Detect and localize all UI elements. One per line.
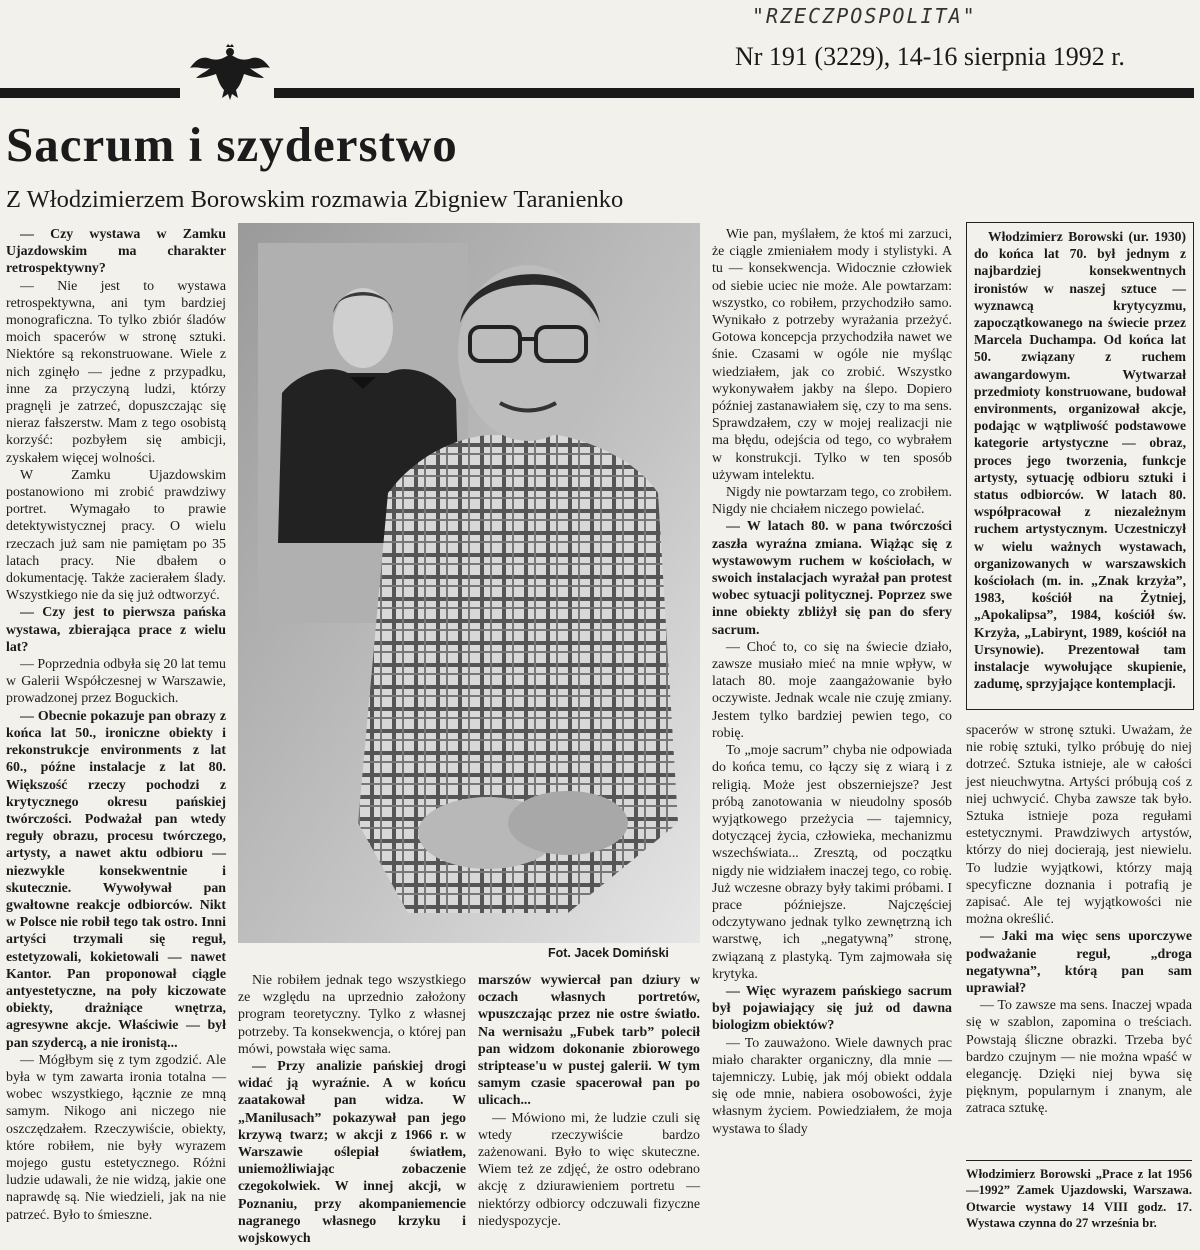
paragraph: — Przy analizie pańskiej drogi widać ją wyraźnie. A w końcu zaatakował pan widza. W „Manilusach” pokazywał pan jego krzywą twarz; w akcji z 1966 r. w Warszawie oślepiał światłem, uniemożliwiając zobaczenie czegokolwiek. W innej akcji, w Poznaniu, przy akompaniemencie nagranego własnego krzyku i wojskowych <box>238 1059 466 1247</box>
column-2 <box>238 972 466 1247</box>
paragraph: — To zauważono. Wiele dawnych prac miało charakter organiczny, dla mnie — tajemniczy. Lubię, jak mój obiekt oddala się ode mnie, nabiera osobowości, żyje własnym życiem. Powiedziałem, że moja wystawa to ślady <box>712 1035 952 1137</box>
paragraph: — Mógłbym się z tym zgodzić. Ale była w tym zawarta ironia totalna — wobec wszystkiego, łącznie ze mną samym. Nikogo ani niczego nie oszczędzałem. Rzeczywiście, obiekty, które robiłem, nie były wyrazem mojego gustu estetycznego. Różni ludzie udawali, że nie widzą, jakie one naprawdę są. Nie wiedzieli, jak na nie patrzeć. Było to śmieszne. <box>6 1052 226 1223</box>
paragraph: — W latach 80. w pana twórczości zaszła wyraźna zmiana. Wiążąc się z wystawowym ruchem w kościołach, w swoich instalacjach wyrażał pan protest wobec sytuacji politycznej. Poprzez swe inne obiekty zbliżył się pan do sfery sacrum. <box>712 519 952 638</box>
paragraph: — Jaki ma więc sens uporczywe podważanie reguł, „droga negatywna”, którą pan sam uprawiał? <box>966 929 1192 997</box>
paragraph: — Więc wyrazem pańskiego sacrum był pojawiający się już od dawna biologizm obiektów? <box>712 983 952 1034</box>
photo-credit: Fot. Jacek Domiński <box>548 946 669 960</box>
footnote-divider <box>966 1160 1192 1161</box>
paragraph: Nigdy nie powtarzam tego, co zrobiłem. Nigdy nie chciałem niczego powielać. <box>712 485 952 518</box>
paragraph: — Czy wystawa w Zamku Ujazdowskim ma charakter retrospektywny? <box>6 227 226 277</box>
header-rule-right <box>274 88 1194 98</box>
portrait-photo <box>238 223 700 943</box>
paragraph: — Nie jest to wystawa retrospektywna, ani tym bardziej monograficzna. To tylko zbiór śladów moich spacerów w stronę sztuki. Niektóre są rekonstruowane. Wiele z nich zginęło — jedne z przypadku, inne za przyczyną ludzi, którzy pragnęli je zatrzeć, dopuszczając się nieraz fałszerstw. Mam z tego osobistą korzyść: pozbyłem się ambicji, zyskałem więcej wolności. <box>6 278 226 466</box>
paragraph: — To zawsze ma sens. Inaczej wpada się w szablon, zapomina o treściach. Powstają śliczne obrazki. Trzeba być bardzo czujnym — nie można wpaść w elegancję. Dzięki niej bywa się pięknym, popularnym i znanym, ale zatraca sztukę. <box>966 998 1192 1117</box>
paragraph: marszów wywiercał pan dziury w oczach własnych portretów, wpuszczając przez nie ostre światło. Na wernisażu „Fubek tarb” polecił pan widzom dokonanie zbiorowego striptease'u w pustej galerii. W tym samym czasie spacerował pan po ulicach... <box>478 973 700 1109</box>
issue-line: Nr 191 (3229), 14-16 sierpnia 1992 r. <box>735 42 1125 71</box>
header-rule-left <box>0 88 180 98</box>
paragraph: spacerów w stronę sztuki. Uważam, że nie robię sztuki, tylko próbuję do niej dotrzeć. Sztuka istnieje, ale w całości jest nieuchwytna. Artyści próbują coś z niej uchwycić. Chyba zawsze tak było. Sztuka istnieje poza regułami estetycznymi. Prawdziwych artystów, którzy do niej docierają, jest niewielu. To ludzie wyjątkowi, którzy mają specyficzne doznania i potrafią je zapisać. Ale tej wyjątkowości nie można określić. <box>966 723 1192 928</box>
column-1 <box>6 226 226 1224</box>
eagle-emblem-icon <box>188 44 272 102</box>
column-3 <box>478 972 700 1230</box>
paragraph: Nie robiłem jednak tego wszystkiego ze względu na uprzednio założony program teoretyczny. Tylko z własnej potrzeby. Ta konsekwencja, o której pan mówi, powstała więc sama. <box>238 973 466 1057</box>
paragraph: — Obecnie pokazuje pan obrazy z końca lat 50., ironiczne obiekty i rekonstrukcje environments z lat 60., późne instalacje z lat 80. Większość rzeczy pochodzi z krytycznego okresu pańskiej twórczości. Podważał pan wtedy reguły obrazu, procesu twórczego, artysty, a nawet aktu odbioru — niezwykle konsekwentnie i skutecznie. Wywoływał pan gwałtowne reakcje odbiorców. Nikt w Polsce nie robił tego tak ostro. Inni artyści trzymali się reguł, estetyzowali, kokietowali — nawet Kantor. Pan proponował ciągle antyestetyczne, na poły kiczowate obiekty, drażniące wnętrza, agresywne akcje. Właściwie — był pan szydercą, a nie ironistą... <box>6 708 226 1051</box>
paragraph: Wie pan, myślałem, że ktoś mi zarzuci, że ciągle zmieniałem mody i stylistyki. A tu — konsekwencja. Widocznie człowiek od siebie uciec nie może. Ale powtarzam: wszystko, co robiłem, przychodziło samo. Wynikało z potrzeby wyrażania przeżyć. Gotowa koncepcja przychodziła nawet we śnie. Czasami w ogóle nie myśląc wiedziałem, jak co zrobić. Wszystko wykonywałem jakby na ślepo. Dopiero później zastanawiałem się, czy to ma sens. Sprawdzałem, czy w mojej realizacji nie ma błędu, odejścia od tego, co wybrałem w konstrukcji. Tylko w ten sposób używam intelektu. <box>712 227 952 483</box>
paragraph: W Zamku Ujazdowskim postanowiono mi zrobić prawdziwy portret. Wymagało to prawie detektywistycznej pracy. O wielu rzeczach już sam nie pamiętam po 35 latach pracy. Nie dbałem o dokumentację. Także zacierałem ślady. Wszystkiego nie da się już odtworzyć. <box>6 467 226 604</box>
article-title: Sacrum i szyderstwo <box>6 117 458 172</box>
paragraph: — Czy jest to pierwsza pańska wystawa, zbierająca prace z wielu lat? <box>6 605 226 655</box>
bio-text: Włodzimierz Borowski (ur. 1930) do końca lat 70. był jednym z najbardziej konsekwentnych ironistów w naszej sztuce — wyznawcą krytycyzmu, zapoczątkowanego na świecie przez Marcela Duchampa. Od końca lat 50. związany z ruchem awangardowym. Wytwarzał przedmioty konstruowane, budował environments, organizował akcje, podając w wątpliwość podstawowe kategorie artystyczne — obraz, proces jego tworzenia, funkcje artysty, sytuację odbioru sztuki i status odbiorców. W latach 80. współpracował z niezależnym ruchem artystycznym. Uczestniczył w wielu ważnych wystawach, organizowanych w warszawskich kościołach (m. in. „Znak krzyża”, 1983, kościół na Żytniej, „Apokalipsa”, 1984, kościół św. Krzyża, „Labirynt, 1989, kościół na Ursynowie). Prezentował tam instalacje wywołujące skupienie, zadumę, sprzyjające kontemplacji. <box>974 229 1186 692</box>
paragraph: — Poprzednia odbyła się 20 lat temu w Galerii Współczesnej w Warszawie, prowadzonej przez Boguckich. <box>6 657 226 707</box>
exhibition-footnote: Włodzimierz Borowski „Prace z lat 1956—1992” Zamek Ujazdowski, Warszawa. Otwarcie wystawy 14 VIII godz. 17. Wystawa czynna do 27 września br. <box>966 1167 1192 1231</box>
paragraph: — Mówiono mi, że ludzie czuli się wtedy rzeczywiście bardzo zażenowani. Było to więc skuteczne. Wiem też ze zdjęć, że ostro odebrano akcję z dziurawieniem portretu — niektórzy odbiorcy odczuwali fizyczne niedyspozycje. <box>478 1110 700 1229</box>
paragraph: To „moje sacrum” chyba nie odpowiada do końca temu, co łączy się z wiarą i z religią. Może jest obszerniejsze? Jest próbą zanotowania w nieudolny sposób wyjątkowego przeżycia — tajemnicy, dotyczącej życia, człowieka, mechanizmu wszechświata... Zresztą, od początku nigdy nie widziałem inaczej tego, co robię. Już wczesne obrazy były takimi próbami. I prace późniejsze. Najczęściej odczytywano jednak tylko zewnętrzną ich warstwę, ich „negatywną” stronę, związaną z plastyką. Tym zajmowała się krytyka. <box>712 743 952 982</box>
column-4 <box>712 226 952 1138</box>
author-bio-box <box>966 222 1194 710</box>
paragraph: — Choć to, co się na świecie działo, zawsze musiało mieć na mnie wpływ, w latach 80. moje zaangażowanie było oczywiste. Jednak wcale nie czuję zmiany. Jestem tylko bardziej pewien tego, co robię. <box>712 639 952 741</box>
article-subtitle: Z Włodzimierzem Borowskim rozmawia Zbigniew Taranienko <box>6 186 624 213</box>
handwritten-note: "RZECZPOSPOLITA" <box>752 4 977 28</box>
column-5 <box>966 722 1192 1118</box>
